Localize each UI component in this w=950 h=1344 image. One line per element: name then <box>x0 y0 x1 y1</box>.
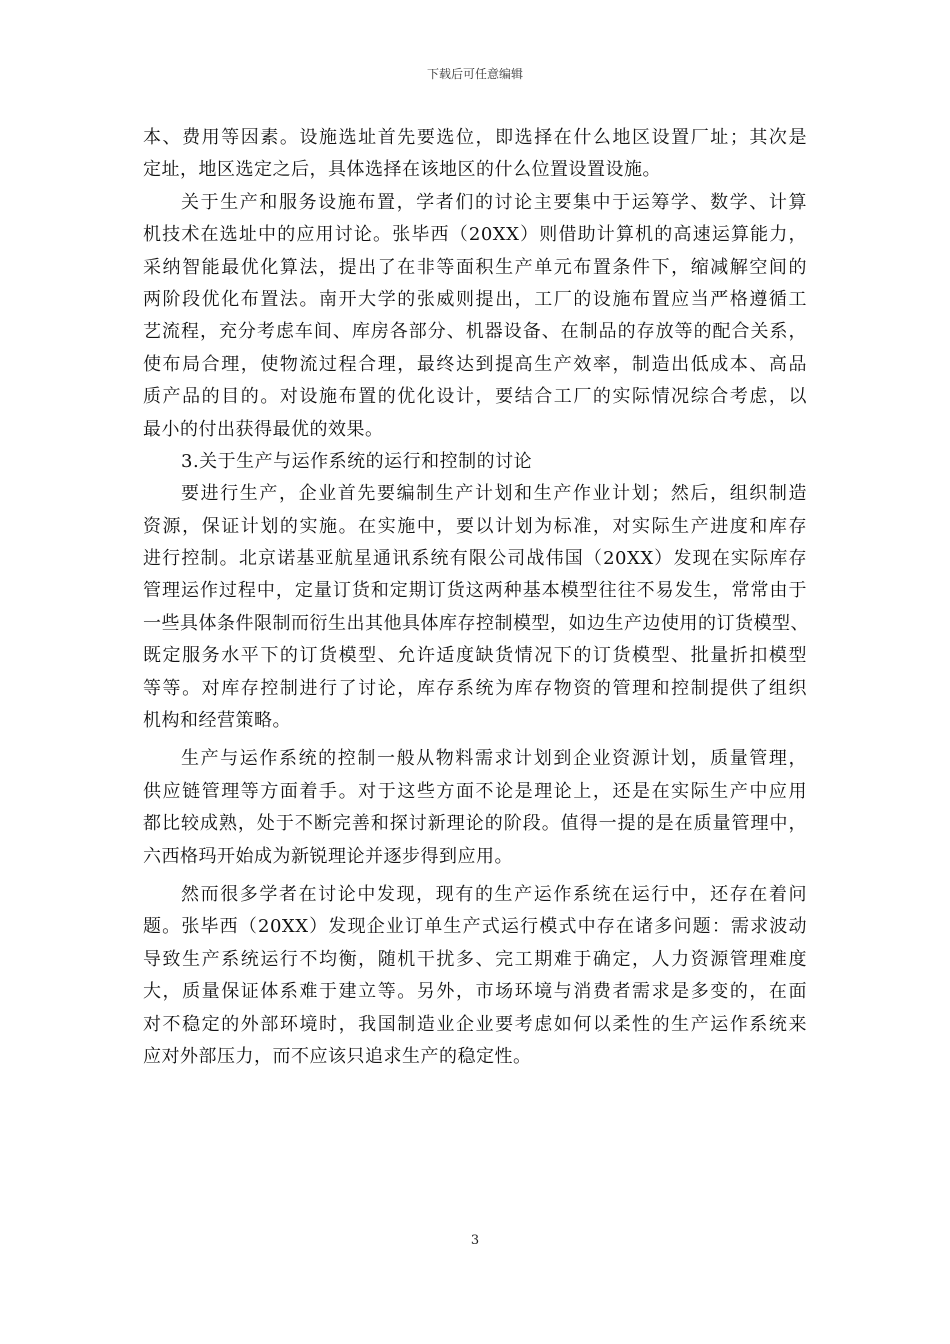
text-line: 大，质量保证体系难于建立等。另外，市场环境与消费者需求是多变的，在面 <box>143 981 807 1003</box>
page-header <box>0 66 950 82</box>
text-line: 机构和经营策略。 <box>143 710 291 732</box>
text-line: 都比较成熟，处于不断完善和探讨新理论的阶段。值得一提的是在质量管理中， <box>143 813 807 835</box>
page-number <box>0 1232 950 1250</box>
text-line: 最小的付出获得最优的效果。 <box>143 418 384 440</box>
text-line: 进行控制。北京诺基亚航星通讯系统有限公司战伟国（20XX）发现在实际库存 <box>143 548 807 570</box>
paragraph <box>143 478 807 737</box>
text-line: 对不稳定的外部环境时，我国制造业企业要考虑如何以柔性的生产运作系统来 <box>143 1013 807 1035</box>
text-line: 关于生产和服务设施布置，学者们的讨论主要集中于运筹学、数学、计算 <box>181 191 807 213</box>
document-body <box>143 122 807 1073</box>
text-line: 导致生产系统运行不均衡，随机干扰多、完工期难于确定，人力资源管理难度 <box>143 948 807 970</box>
page-number-text: 3 <box>470 1233 480 1248</box>
paragraph <box>143 187 807 446</box>
text-line: 管理运作过程中，定量订货和定期订货这两种基本模型往往不易发生，常常由于 <box>143 580 807 602</box>
text-line: 等等。对库存控制进行了讨论，库存系统为库存物资的管理和控制提供了组织 <box>143 677 807 699</box>
text-line: 六西格玛开始成为新锐理论并逐步得到应用。 <box>143 845 513 867</box>
text-line: 应对外部压力，而不应该只追求生产的稳定性。 <box>143 1045 532 1067</box>
text-line: 机技术在选址中的应用讨论。张毕西（20XX）则借助计算机的高速运算能力， <box>143 224 807 246</box>
text-line: 要进行生产，企业首先要编制生产计划和生产作业计划；然后，组织制造 <box>181 483 807 505</box>
text-line: 两阶段优化布置法。南开大学的张威则提出，工厂的设施布置应当严格遵循工 <box>143 288 807 310</box>
text-line: 资源，保证计划的实施。在实施中，要以计划为标准，对实际生产进度和库存 <box>143 515 807 537</box>
text-line: 本、费用等因素。设施选址首先要选位，即选择在什么地区设置厂址；其次是 <box>143 127 807 148</box>
section-heading <box>143 446 807 478</box>
paragraph <box>143 879 807 1073</box>
text-line: 使布局合理，使物流过程合理，最终达到提高生产效率，制造出低成本、高品 <box>143 353 807 375</box>
text-line: 3.关于生产与运作系统的运行和控制的讨论 <box>181 450 533 472</box>
header-text: 下载后可任意编辑 <box>426 67 523 81</box>
text-line: 然而很多学者在讨论中发现，现有的生产运作系统在运行中，还存在着问 <box>181 883 807 905</box>
paragraph <box>143 122 807 187</box>
text-line: 既定服务水平下的订货模型、允许适度缺货情况下的订货模型、批量折扣模型 <box>143 645 807 667</box>
text-line: 采纳智能最优化算法，提出了在非等面积生产单元布置条件下，缩减解空间的 <box>143 256 807 278</box>
text-line: 艺流程，充分考虑车间、库房各部分、机器设备、在制品的存放等的配合关系， <box>143 321 807 343</box>
text-line: 生产与运作系统的控制一般从物料需求计划到企业资源计划，质量管理， <box>181 748 807 770</box>
text-line: 定址，地区选定之后，具体选择在该地区的什么位置设置设施。 <box>143 159 661 181</box>
text-line: 一些具体条件限制而衍生出其他具体库存控制模型，如边生产边使用的订货模型、 <box>143 612 809 634</box>
text-line: 供应链管理等方面着手。对于这些方面不论是理论上，还是在实际生产中应用 <box>143 780 807 802</box>
text-line: 质产品的目的。对设施布置的优化设计，要结合工厂的实际情况综合考虑，以 <box>143 386 807 408</box>
text-line: 题。张毕西（20XX）发现企业订单生产式运行模式中存在诸多问题：需求波动 <box>143 916 807 938</box>
paragraph <box>143 743 807 873</box>
